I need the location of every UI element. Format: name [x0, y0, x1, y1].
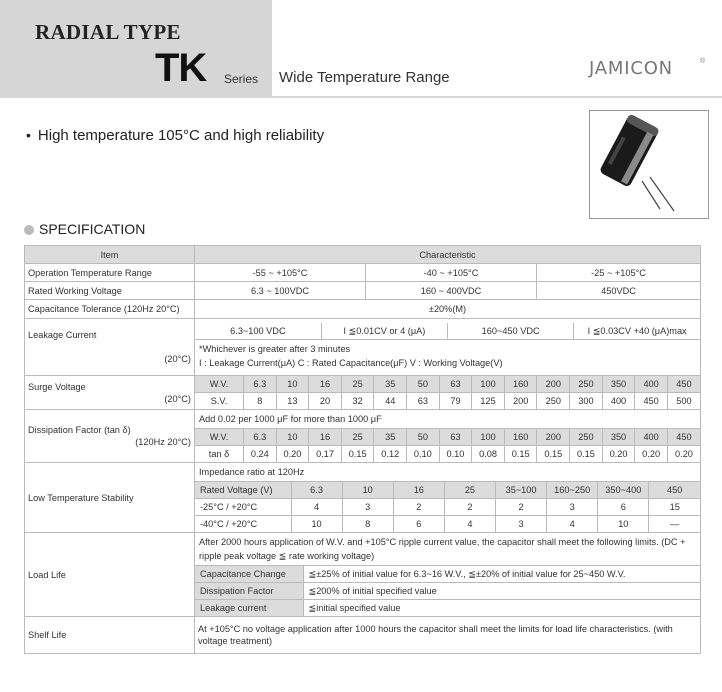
low-temp-note: Impedance ratio at 120Hz: [195, 463, 700, 482]
table-row: [25, 300, 701, 319]
table-cell: 400: [635, 429, 668, 446]
leakage-range-table: [195, 323, 700, 339]
table-cell: 0.20: [602, 446, 635, 463]
table-cell: 2: [496, 499, 547, 516]
table-cell: 6.3 ~ 100VDC: [195, 282, 366, 300]
surge-label: Surge Voltage: [28, 381, 86, 392]
table-row: [25, 319, 701, 376]
feature-bullet: [26, 127, 324, 144]
table-cell: 63: [439, 429, 472, 446]
row-label: Operation Temperature Range: [25, 264, 195, 282]
table-cell: 350: [602, 429, 635, 446]
table-cell: 10: [276, 376, 309, 393]
table-cell: I ≦0.03CV +40 (μA)max: [574, 323, 700, 339]
load-life-text: After 2000 hours application of W.V. and +105°C ripple current value, the capacitor shall meet the following limits. (DC + ripple peak voltage ≦ rate working voltage): [195, 533, 700, 566]
table-cell: 125: [472, 393, 505, 410]
col-item-header: Item: [25, 246, 195, 264]
col-characteristic-header: Characteristic: [195, 246, 701, 264]
table-cell: 0.10: [407, 446, 440, 463]
table-cell: 16: [309, 376, 342, 393]
low-temp-table: [195, 482, 700, 532]
table-cell: 0.20: [635, 446, 668, 463]
table-row: [25, 376, 701, 410]
table-cell: 3: [496, 516, 547, 533]
table-cell: 450VDC: [537, 282, 701, 300]
table-cell: 13: [276, 393, 309, 410]
table-cell: Dissipation Factor: [195, 583, 303, 600]
table-cell: 16: [309, 429, 342, 446]
table-cell: 450: [667, 429, 700, 446]
table-cell: ≦200% of initial specified value: [303, 583, 700, 600]
rated-voltage-label: Rated Voltage (V): [195, 482, 291, 499]
table-cell: 250: [570, 429, 603, 446]
table-cell: 450: [667, 376, 700, 393]
table-cell: 250: [537, 393, 570, 410]
table-cell: 0.20: [276, 446, 309, 463]
row-label: Load Life: [25, 533, 195, 617]
table-cell: 2: [444, 499, 495, 516]
table-cell: 50: [407, 429, 440, 446]
temp-ratio-label: -25°C / +20°C: [195, 499, 291, 516]
sv-label: S.V.: [195, 393, 244, 410]
series-code: TK: [155, 46, 207, 90]
table-cell: 3: [342, 499, 393, 516]
leakage-label: Leakage Current: [28, 330, 97, 340]
table-cell: 63: [439, 376, 472, 393]
dissipation-cell: [195, 410, 701, 463]
leakage-cell: [195, 319, 701, 376]
table-cell: 160~450 VDC: [448, 323, 574, 339]
row-label: Rated Working Voltage: [25, 282, 195, 300]
capacitor-icon: [590, 111, 708, 218]
table-cell: 6: [393, 516, 444, 533]
row-label: [25, 319, 195, 376]
table-cell: 4: [444, 516, 495, 533]
table-row: [25, 264, 701, 282]
load-life-cell: [195, 533, 701, 617]
table-cell: 50: [407, 376, 440, 393]
table-cell: 44: [374, 393, 407, 410]
table-cell: -55 ~ +105°C: [195, 264, 366, 282]
surge-voltage-table: [195, 376, 700, 409]
table-cell: 0.12: [374, 446, 407, 463]
table-cell: 200: [537, 376, 570, 393]
table-cell: 350~400: [598, 482, 649, 499]
series-subtitle: Wide Temperature Range: [279, 69, 450, 86]
table-header: [25, 246, 701, 264]
table-cell: 4: [291, 499, 342, 516]
table-cell: 160: [504, 429, 537, 446]
table-cell: ≦±25% of initial value for 6.3~16 W.V., ≦±20% of initial value for 25~450 W.V.: [303, 566, 700, 583]
table-cell: 10: [342, 482, 393, 499]
table-cell: Leakage current: [195, 600, 303, 617]
table-cell: 0.15: [341, 446, 374, 463]
table-cell: 200: [537, 429, 570, 446]
table-cell: 63: [407, 393, 440, 410]
table-cell: 450: [649, 482, 700, 499]
table-cell: I ≦0.01CV or 4 (μA): [321, 323, 447, 339]
table-cell: 3: [547, 499, 598, 516]
row-label: [25, 410, 195, 463]
table-cell: 79: [439, 393, 472, 410]
header-rule: [272, 96, 722, 98]
surge-cell: [195, 376, 701, 410]
table-row: [25, 410, 701, 463]
note-text: *Whichever is greater after 3 minutes: [199, 343, 351, 354]
table-cell: 0.20: [667, 446, 700, 463]
page-title: RADIAL TYPE: [35, 20, 181, 44]
table-cell: 10: [598, 516, 649, 533]
section-heading: [24, 221, 145, 237]
low-temp-cell: [195, 463, 701, 533]
tan-label: tan δ: [195, 446, 244, 463]
table-cell: 100: [472, 376, 505, 393]
brand-logo: JAMICON: [589, 58, 673, 79]
legend-text: I : Leakage Current(μA) C : Rated Capacitance(μF) V : Working Voltage(V): [199, 357, 503, 368]
table-cell: 10: [291, 516, 342, 533]
table-cell: 35: [374, 376, 407, 393]
table-cell: -25 ~ +105°C: [537, 264, 701, 282]
table-cell: ≦initial specified value: [303, 600, 700, 617]
table-cell: 300: [570, 393, 603, 410]
table-cell: 2: [393, 499, 444, 516]
surge-condition: (20°C): [164, 393, 191, 404]
table-cell: 25: [341, 429, 374, 446]
table-row: [25, 617, 701, 654]
table-cell: 4: [547, 516, 598, 533]
table-row: [25, 463, 701, 533]
table-cell: Capacitance Change: [195, 566, 303, 583]
table-cell: 0.15: [570, 446, 603, 463]
section-title: SPECIFICATION: [39, 221, 146, 237]
table-cell: 0.24: [244, 446, 277, 463]
table-row: [25, 282, 701, 300]
leakage-note: [195, 339, 700, 372]
dissipation-condition: (120Hz 20°C): [135, 437, 191, 447]
temp-ratio-label: -40°C / +20°C: [195, 516, 291, 533]
table-cell: 160 ~ 400VDC: [366, 282, 537, 300]
table-row: [25, 533, 701, 617]
bullet-icon: •: [26, 127, 31, 143]
table-cell: 6: [598, 499, 649, 516]
table-cell: 350: [602, 376, 635, 393]
table-cell: 35: [374, 429, 407, 446]
product-image: [589, 110, 709, 219]
load-life-table: [195, 566, 700, 616]
series-label: Series: [224, 72, 259, 86]
row-label: Low Temperature Stability: [25, 463, 195, 533]
registered-mark: ®: [700, 58, 706, 65]
dissipation-table: [195, 429, 700, 462]
table-cell: 500: [667, 393, 700, 410]
row-label: [25, 376, 195, 410]
spec-table: [24, 245, 701, 654]
table-cell: 32: [341, 393, 374, 410]
table-cell: 200: [504, 393, 537, 410]
table-cell: ±20%(M): [195, 300, 701, 319]
table-cell: 25: [444, 482, 495, 499]
table-cell: 6.3: [291, 482, 342, 499]
dissipation-note: Add 0.02 per 1000 μF for more than 1000 μF: [195, 410, 700, 429]
shelf-life-text: At +105°C no voltage application after 1000 hours the capacitor shall meet the limits for load life characteristics. (with voltage treatment): [195, 617, 701, 654]
row-label: Capacitance Tolerance (120Hz 20°C): [25, 300, 195, 319]
table-cell: 160: [504, 376, 537, 393]
table-cell: 0.15: [537, 446, 570, 463]
feature-text: High temperature 105°C and high reliability: [37, 127, 325, 144]
table-cell: 8: [342, 516, 393, 533]
table-cell: 16: [393, 482, 444, 499]
table-cell: 400: [602, 393, 635, 410]
table-cell: 10: [276, 429, 309, 446]
table-cell: 450: [635, 393, 668, 410]
dissipation-label: Dissipation Factor (tan δ): [28, 425, 131, 435]
table-cell: 250: [570, 376, 603, 393]
leakage-condition: (20°C): [164, 354, 191, 364]
table-cell: -40 ~ +105°C: [366, 264, 537, 282]
table-cell: 25: [341, 376, 374, 393]
table-cell: 100: [472, 429, 505, 446]
table-cell: 6.3: [244, 376, 277, 393]
table-cell: 15: [649, 499, 700, 516]
table-cell: —: [649, 516, 700, 533]
table-cell: 8: [244, 393, 277, 410]
wv-label: W.V.: [195, 376, 244, 393]
table-cell: 6.3~100 VDC: [195, 323, 321, 339]
table-cell: 6.3: [244, 429, 277, 446]
table-cell: 0.17: [309, 446, 342, 463]
table-cell: 0.10: [439, 446, 472, 463]
row-label: Shelf Life: [25, 617, 195, 654]
table-cell: 35~100: [496, 482, 547, 499]
table-cell: 160~250: [547, 482, 598, 499]
table-cell: 20: [309, 393, 342, 410]
table-cell: 0.15: [504, 446, 537, 463]
table-cell: 0.08: [472, 446, 505, 463]
wv-label: W.V.: [195, 429, 244, 446]
table-cell: 400: [635, 376, 668, 393]
section-bullet-icon: [24, 225, 34, 235]
